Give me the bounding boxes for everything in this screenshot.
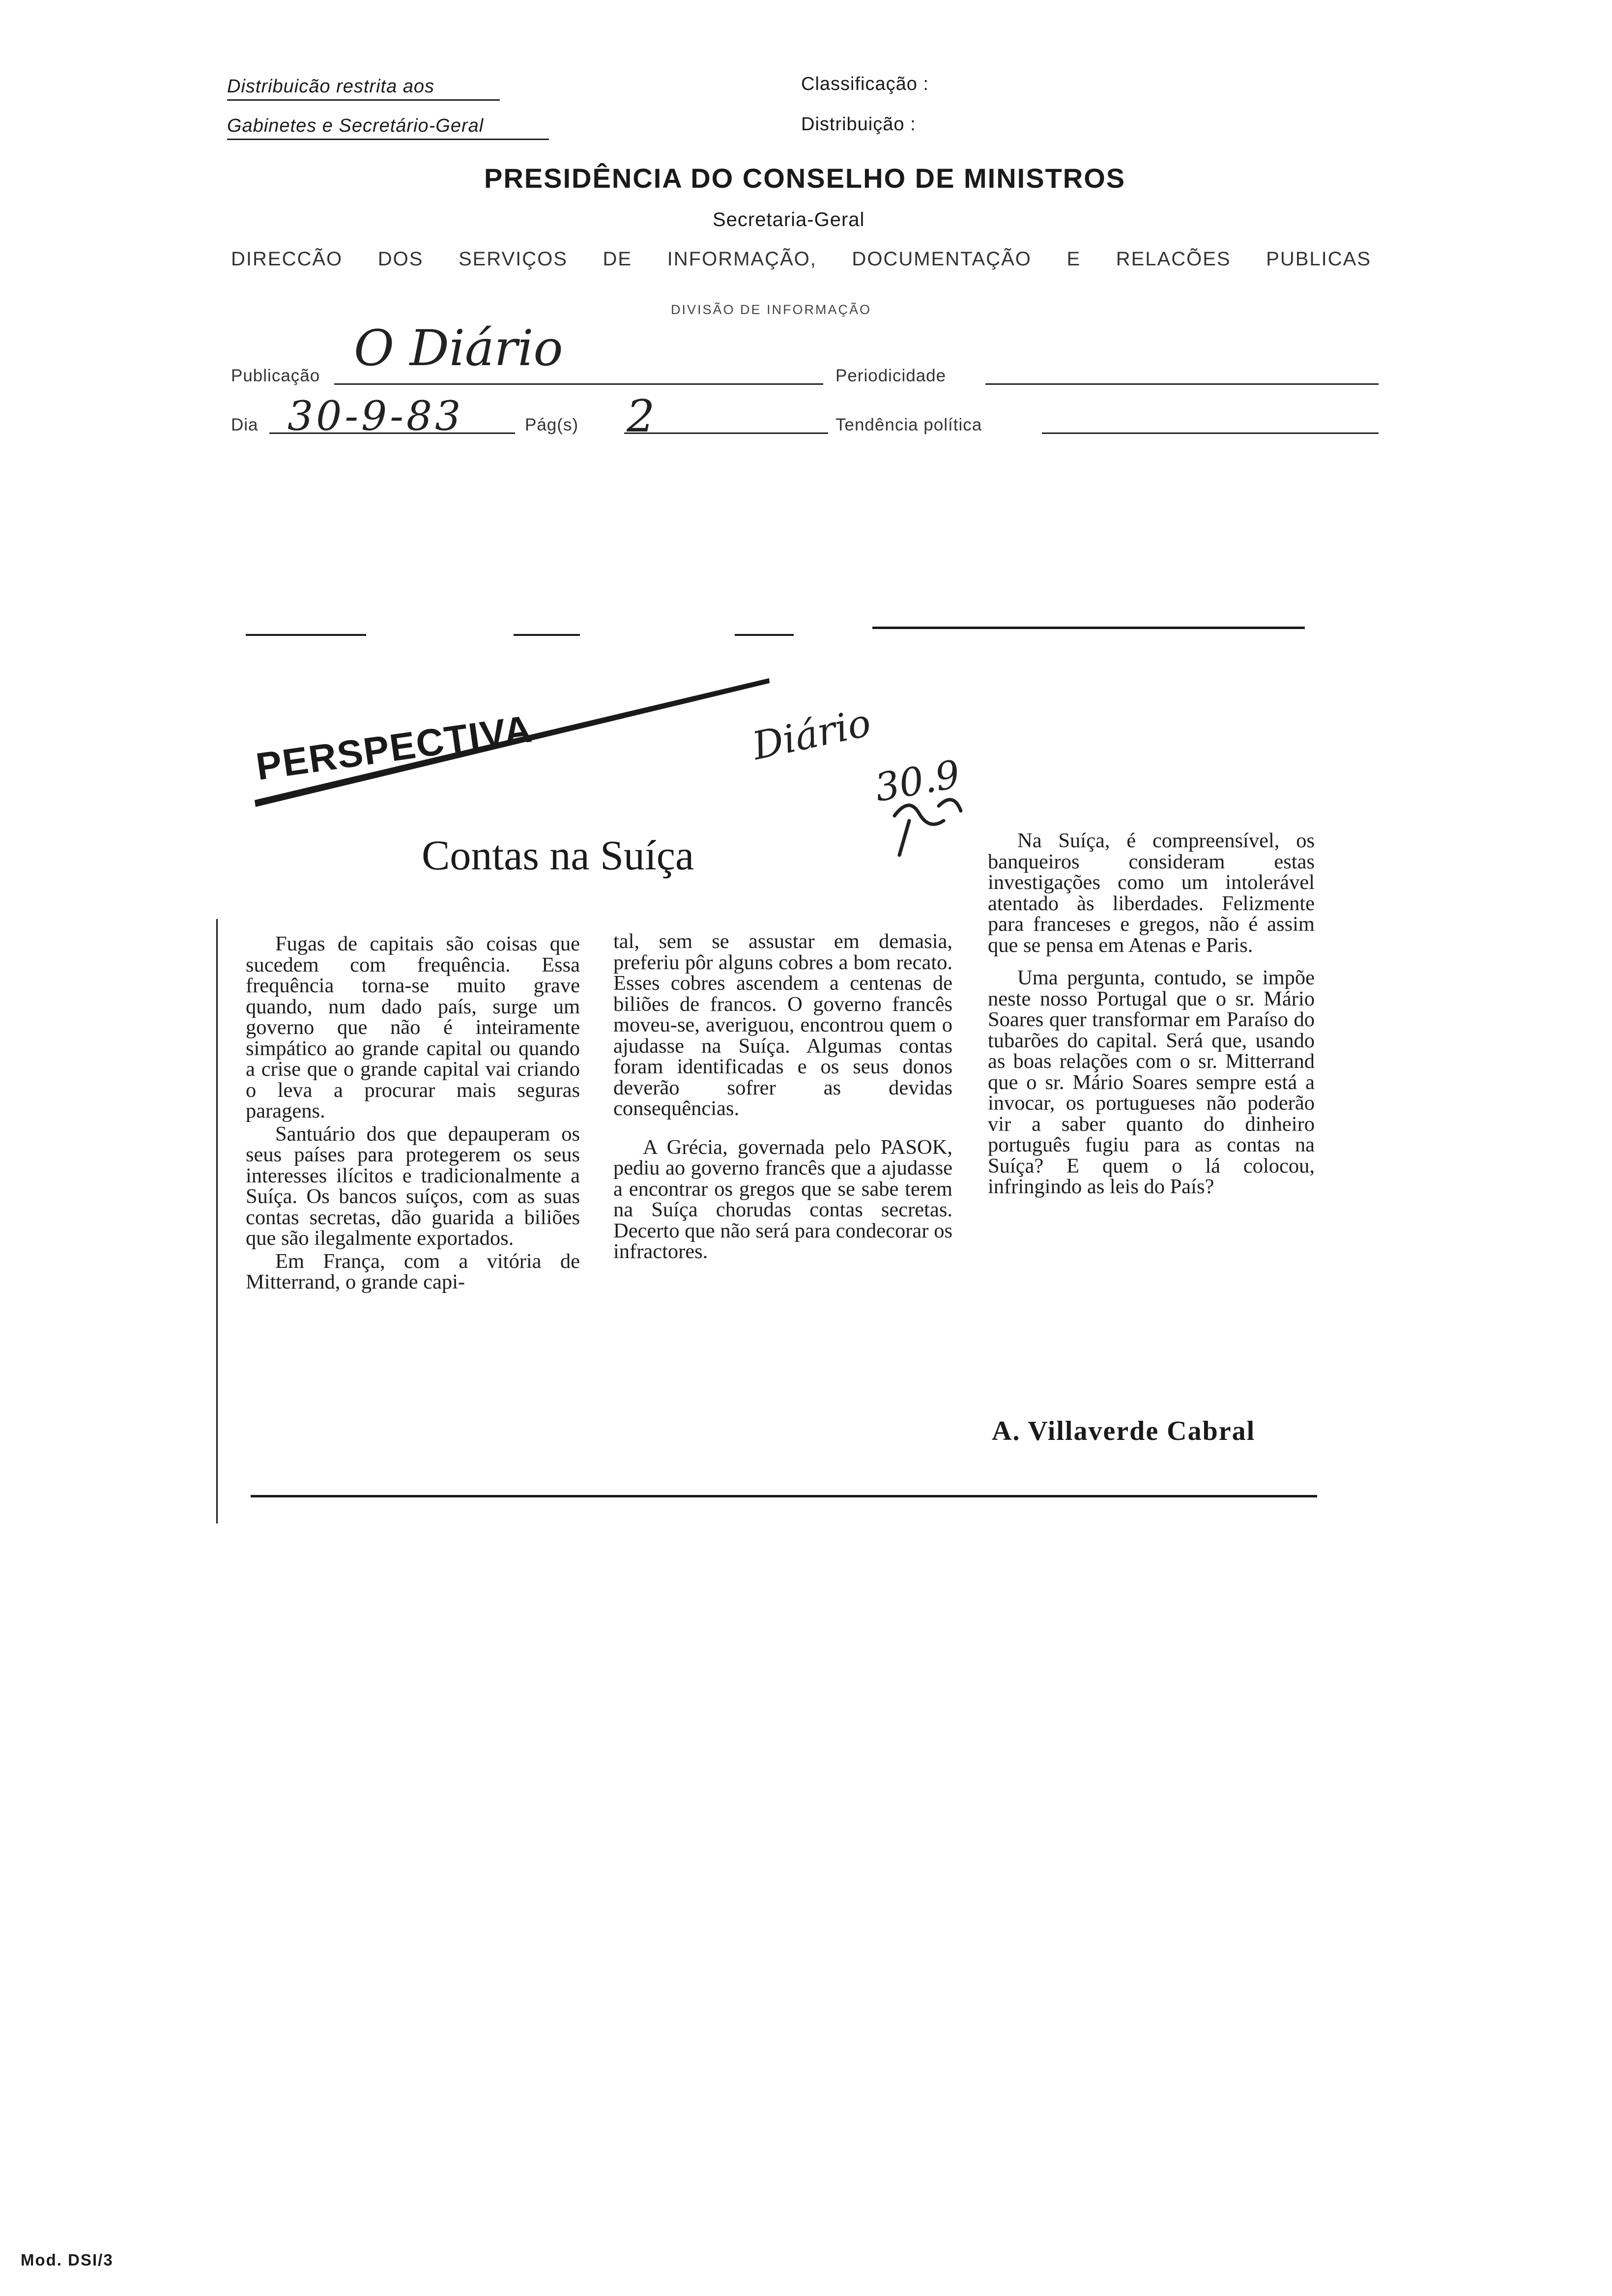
division-name: DIVISÃO DE INFORMAÇÃO <box>671 302 872 317</box>
handwritten-margin-note-2: 30.9 <box>871 752 964 811</box>
pages-label: Pág(s) <box>525 415 579 434</box>
article-column-2 <box>613 931 952 1263</box>
restricted-distribution-line1: Distribuicão restrita aos <box>227 76 500 101</box>
column-3-paragraph-1: Na Suíça, é compreensível, os banqueiros consideram estas investigações como um intolerável atentado às liberdades. Felizmente para franceses e gregos, não é assim que se pensa em Atenas e Paris. <box>988 829 1315 957</box>
publication-label: Publicação <box>231 366 320 385</box>
column-1-paragraph-3: Em França, com a vitória de Mitterrand, o grande capi- <box>246 1249 580 1293</box>
periodicity-label: Periodicidade <box>835 366 947 385</box>
article-byline: A. Villaverde Cabral <box>992 1416 1256 1446</box>
department-name: DIRECCÃO DOS SERVIÇOS DE INFORMAÇÃO, DOCUMENTAÇÃO E RELACÕES PUBLICAS <box>231 248 1371 270</box>
margin-bar <box>216 919 218 1523</box>
article-column-3 <box>988 831 1315 1198</box>
article-column-1 <box>246 934 580 1293</box>
kicker-perspectiva: PERSPECTIVA <box>253 707 535 789</box>
page-subtitle: Secretaria-Geral <box>713 209 865 230</box>
handwritten-initials-mark <box>880 786 968 860</box>
day-handwritten-value: 30-9-83 <box>288 393 464 440</box>
classification-label: Classificação : <box>801 74 929 94</box>
column-2-paragraph-2: A Grécia, governada pelo PASOK, pediu ao governo francês que a ajudasse a encontrar os gregos que se sabe terem na Suíça chorudas contas secretas. Decerto que não será para condecorar os infractores. <box>613 1135 952 1263</box>
form-code: Mod. DSI/3 <box>21 2251 114 2269</box>
headline: Contas na Suíça <box>422 832 694 879</box>
kicker-underline <box>246 673 781 811</box>
publication-field <box>334 383 823 385</box>
publication-handwritten-value: O Diário <box>354 319 563 377</box>
pages-handwritten-value: 2 <box>627 391 655 442</box>
handwritten-margin-note-1: Diário <box>748 700 875 769</box>
top-rule-2 <box>514 634 580 636</box>
page-title: PRESIDÊNCIA DO CONSELHO DE MINISTROS <box>484 163 1126 194</box>
bottom-rule <box>251 1495 1317 1497</box>
column-2-paragraph-1: tal, sem se assustar em demasia, preferiu pôr alguns cobres a bom recato. Esses cobres ascendem a centenas de biliões de francos. O governo francês moveu-se, averiguou, encontrou quem o ajudasse na Suíça. Algumas contas foram identificadas e os seus donos deverão sofrer as devidas consequências. <box>613 930 952 1120</box>
top-rule-3 <box>735 634 794 636</box>
day-label: Dia <box>231 415 259 434</box>
column-1-paragraph-2: Santuário dos que depauperam os seus países para protegerem os seus interesses ilícitos e tradicionalmente a Suíça. Os bancos suíços, com as suas contas secretas, dão guarida a biliões que são ilegalmente exportados. <box>246 1122 580 1250</box>
periodicity-field <box>985 383 1379 385</box>
political-tendency-label: Tendência política <box>835 415 982 434</box>
column-3-paragraph-2: Uma pergunta, contudo, se impõe neste nosso Portugal que o sr. Mário Soares quer transformar em Paraíso do tubarões do capital. Será que, usando as boas relações com o sr. Mitterrand que o sr. Mário Soares sempre está a invocar, os portugueses não poderão vir a saber quanto do dinheiro português fugiu para as contas na Suíça? E quem o lá colocou, infringindo as leis do País? <box>988 966 1315 1198</box>
distribution-label: Distribuição : <box>801 114 916 135</box>
top-rule-1 <box>246 634 366 636</box>
political-tendency-field <box>1042 432 1379 434</box>
restricted-distribution-line2: Gabinetes e Secretário-Geral <box>227 115 549 140</box>
top-rule-4 <box>872 627 1305 629</box>
column-1-paragraph-1: Fugas de capitais são coisas que sucedem com frequência. Essa frequência torna-se muito grave quando, num dado país, surge um governo que não é inteiramente simpático ao grande capital ou quando a crise que o grande capital vai criando o leva a procurar mais seguras paragens. <box>246 932 580 1122</box>
